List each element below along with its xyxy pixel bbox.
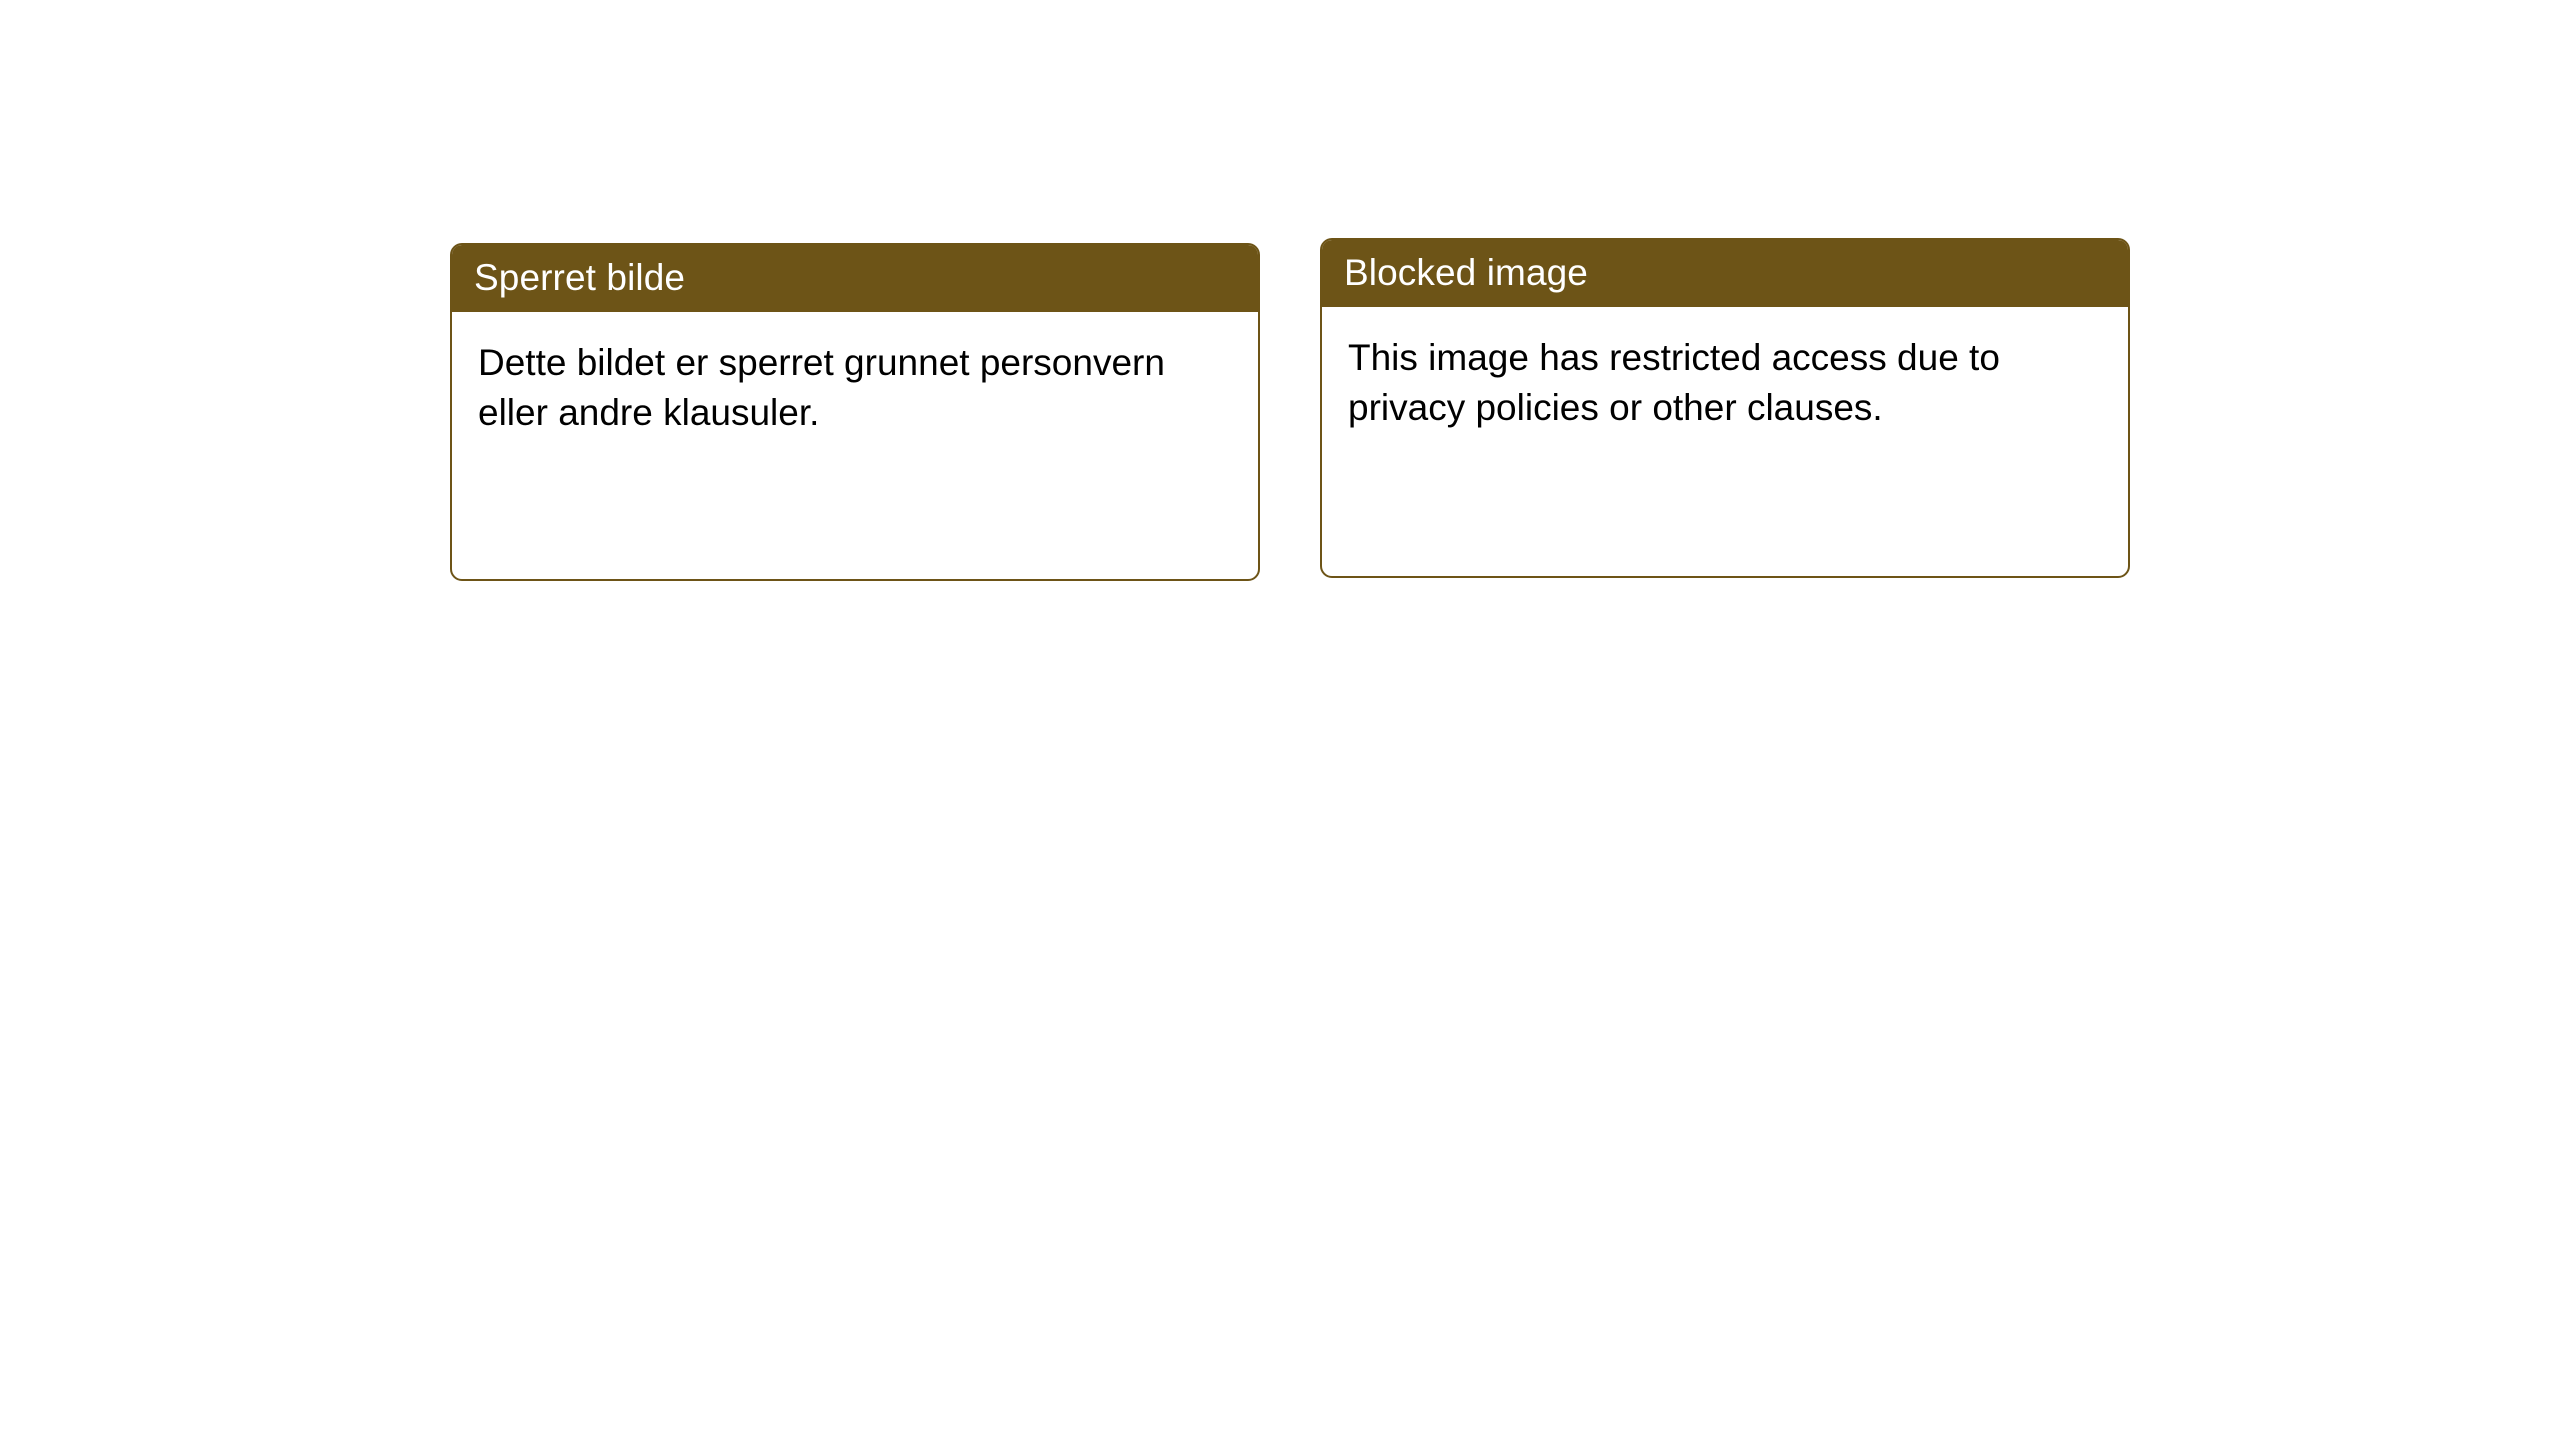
card-body-text-no: Dette bildet er sperret grunnet personvern eller andre klausuler. [478, 342, 1165, 434]
card-body-text-en: This image has restricted access due to privacy policies or other clauses. [1348, 337, 2000, 429]
card-body-en [1322, 307, 2128, 458]
card-body-no [452, 312, 1258, 463]
blocked-image-notice-en [1320, 238, 2130, 578]
card-title-en: Blocked image [1322, 240, 2128, 307]
blocked-image-notice-no [450, 243, 1260, 581]
card-title-no: Sperret bilde [452, 245, 1258, 312]
